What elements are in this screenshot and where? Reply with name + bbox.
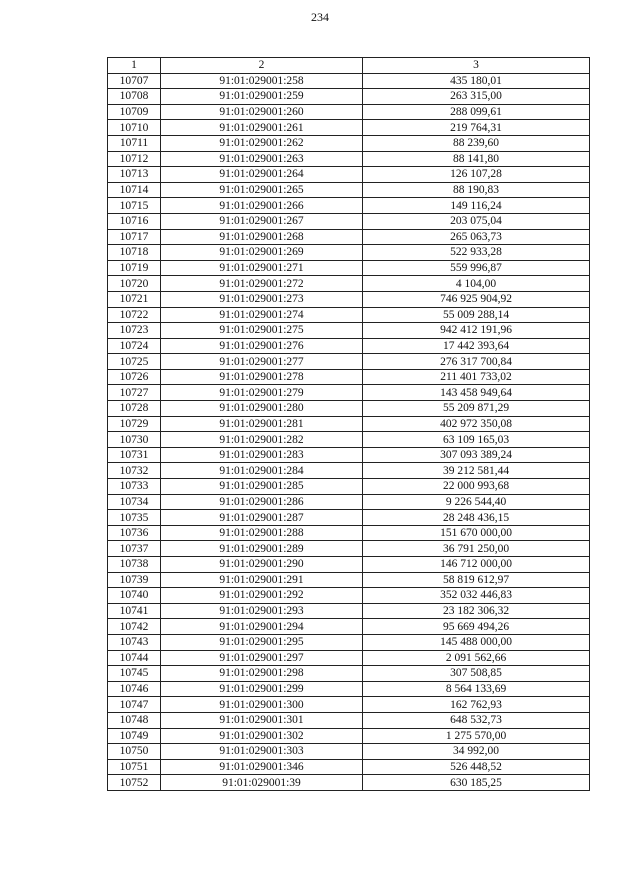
table-row <box>108 744 590 760</box>
table-row <box>108 369 590 385</box>
cadastral-number-cell: 91:01:029001:262 <box>161 135 363 151</box>
row-number-cell: 10731 <box>108 447 161 463</box>
table-row <box>108 603 590 619</box>
cadastral-number-cell: 91:01:029001:267 <box>161 213 363 229</box>
row-number-cell: 10717 <box>108 229 161 245</box>
row-number-cell: 10712 <box>108 151 161 167</box>
table-row <box>108 120 590 136</box>
cadastral-value-cell: 36 791 250,00 <box>363 541 590 557</box>
table-header <box>108 58 590 74</box>
row-number-cell: 10715 <box>108 198 161 214</box>
cadastral-value-cell: 28 248 436,15 <box>363 510 590 526</box>
row-number-cell: 10720 <box>108 276 161 292</box>
cadastral-value-cell: 8 564 133,69 <box>363 681 590 697</box>
cadastral-number-cell: 91:01:029001:298 <box>161 666 363 682</box>
cadastral-value-cell: 88 190,83 <box>363 182 590 198</box>
row-number-cell: 10730 <box>108 432 161 448</box>
cadastral-value-cell: 402 972 350,08 <box>363 416 590 432</box>
column-header-2: 2 <box>161 58 363 74</box>
cadastral-number-cell: 91:01:029001:258 <box>161 73 363 89</box>
cadastral-value-cell: 263 315,00 <box>363 89 590 105</box>
table-row <box>108 525 590 541</box>
cadastral-value-cell: 942 412 191,96 <box>363 323 590 339</box>
row-number-cell: 10714 <box>108 182 161 198</box>
header-row <box>108 58 590 74</box>
table-row <box>108 728 590 744</box>
cadastral-number-cell: 91:01:029001:273 <box>161 291 363 307</box>
table-row <box>108 354 590 370</box>
cadastral-number-cell: 91:01:029001:284 <box>161 463 363 479</box>
cadastral-value-table <box>107 57 590 791</box>
table-row <box>108 338 590 354</box>
cadastral-value-cell: 55 009 288,14 <box>363 307 590 323</box>
cadastral-value-cell: 352 032 446,83 <box>363 588 590 604</box>
cadastral-value-cell: 23 182 306,32 <box>363 603 590 619</box>
table-row <box>108 712 590 728</box>
cadastral-value-cell: 39 212 581,44 <box>363 463 590 479</box>
cadastral-value-cell: 265 063,73 <box>363 229 590 245</box>
row-number-cell: 10752 <box>108 775 161 791</box>
row-number-cell: 10724 <box>108 338 161 354</box>
table-row <box>108 681 590 697</box>
row-number-cell: 10735 <box>108 510 161 526</box>
cadastral-number-cell: 91:01:029001:294 <box>161 619 363 635</box>
row-number-cell: 10710 <box>108 120 161 136</box>
cadastral-number-cell: 91:01:029001:285 <box>161 479 363 495</box>
cadastral-value-cell: 2 091 562,66 <box>363 650 590 666</box>
cadastral-number-cell: 91:01:029001:277 <box>161 354 363 370</box>
cadastral-number-cell: 91:01:029001:290 <box>161 557 363 573</box>
cadastral-value-cell: 145 488 000,00 <box>363 634 590 650</box>
row-number-cell: 10741 <box>108 603 161 619</box>
cadastral-value-cell: 211 401 733,02 <box>363 369 590 385</box>
row-number-cell: 10719 <box>108 260 161 276</box>
page-number: 234 <box>311 10 329 24</box>
cadastral-number-cell: 91:01:029001:276 <box>161 338 363 354</box>
cadastral-number-cell: 91:01:029001:286 <box>161 494 363 510</box>
table-row <box>108 104 590 120</box>
cadastral-value-cell: 307 508,85 <box>363 666 590 682</box>
cadastral-value-cell: 88 141,80 <box>363 151 590 167</box>
cadastral-number-cell: 91:01:029001:269 <box>161 245 363 261</box>
cadastral-value-cell: 526 448,52 <box>363 759 590 775</box>
row-number-cell: 10728 <box>108 401 161 417</box>
cadastral-number-cell: 91:01:029001:295 <box>161 634 363 650</box>
row-number-cell: 10743 <box>108 634 161 650</box>
row-number-cell: 10733 <box>108 479 161 495</box>
cadastral-value-cell: 203 075,04 <box>363 213 590 229</box>
table-row <box>108 634 590 650</box>
table-row <box>108 385 590 401</box>
row-number-cell: 10721 <box>108 291 161 307</box>
row-number-cell: 10751 <box>108 759 161 775</box>
cadastral-number-cell: 91:01:029001:264 <box>161 167 363 183</box>
row-number-cell: 10726 <box>108 369 161 385</box>
table-row <box>108 307 590 323</box>
cadastral-value-cell: 307 093 389,24 <box>363 447 590 463</box>
row-number-cell: 10709 <box>108 104 161 120</box>
cadastral-value-cell: 288 099,61 <box>363 104 590 120</box>
table-row <box>108 167 590 183</box>
table-row <box>108 541 590 557</box>
cadastral-value-cell: 151 670 000,00 <box>363 525 590 541</box>
table-row <box>108 775 590 791</box>
cadastral-value-cell: 4 104,00 <box>363 276 590 292</box>
table-row <box>108 572 590 588</box>
table-row <box>108 650 590 666</box>
table-row <box>108 89 590 105</box>
cadastral-number-cell: 91:01:029001:292 <box>161 588 363 604</box>
row-number-cell: 10708 <box>108 89 161 105</box>
table-row <box>108 447 590 463</box>
cadastral-value-cell: 63 109 165,03 <box>363 432 590 448</box>
table-row <box>108 135 590 151</box>
table-row <box>108 510 590 526</box>
cadastral-value-cell: 88 239,60 <box>363 135 590 151</box>
cadastral-number-cell: 91:01:029001:303 <box>161 744 363 760</box>
row-number-cell: 10737 <box>108 541 161 557</box>
row-number-cell: 10727 <box>108 385 161 401</box>
table-row <box>108 229 590 245</box>
row-number-cell: 10713 <box>108 167 161 183</box>
column-header-3: 3 <box>363 58 590 74</box>
row-number-cell: 10739 <box>108 572 161 588</box>
cadastral-number-cell: 91:01:029001:301 <box>161 712 363 728</box>
cadastral-number-cell: 91:01:029001:271 <box>161 260 363 276</box>
cadastral-value-cell: 276 317 700,84 <box>363 354 590 370</box>
row-number-cell: 10750 <box>108 744 161 760</box>
table-row <box>108 557 590 573</box>
table-row <box>108 588 590 604</box>
row-number-cell: 10729 <box>108 416 161 432</box>
table-row <box>108 151 590 167</box>
cadastral-number-cell: 91:01:029001:266 <box>161 198 363 214</box>
cadastral-number-cell: 91:01:029001:260 <box>161 104 363 120</box>
cadastral-value-cell: 162 762,93 <box>363 697 590 713</box>
row-number-cell: 10711 <box>108 135 161 151</box>
cadastral-value-cell: 143 458 949,64 <box>363 385 590 401</box>
table-row <box>108 245 590 261</box>
cadastral-number-cell: 91:01:029001:265 <box>161 182 363 198</box>
cadastral-value-cell: 630 185,25 <box>363 775 590 791</box>
cadastral-number-cell: 91:01:029001:280 <box>161 401 363 417</box>
table-row <box>108 759 590 775</box>
cadastral-value-cell: 9 226 544,40 <box>363 494 590 510</box>
row-number-cell: 10736 <box>108 525 161 541</box>
cadastral-number-cell: 91:01:029001:272 <box>161 276 363 292</box>
cadastral-value-cell: 648 532,73 <box>363 712 590 728</box>
cadastral-number-cell: 91:01:029001:288 <box>161 525 363 541</box>
row-number-cell: 10707 <box>108 73 161 89</box>
row-number-cell: 10732 <box>108 463 161 479</box>
row-number-cell: 10718 <box>108 245 161 261</box>
table-row <box>108 463 590 479</box>
row-number-cell: 10749 <box>108 728 161 744</box>
row-number-cell: 10725 <box>108 354 161 370</box>
table-row <box>108 276 590 292</box>
cadastral-number-cell: 91:01:029001:282 <box>161 432 363 448</box>
cadastral-value-cell: 126 107,28 <box>363 167 590 183</box>
row-number-cell: 10746 <box>108 681 161 697</box>
row-number-cell: 10748 <box>108 712 161 728</box>
cadastral-number-cell: 91:01:029001:281 <box>161 416 363 432</box>
cadastral-value-cell: 1 275 570,00 <box>363 728 590 744</box>
table-row <box>108 666 590 682</box>
cadastral-number-cell: 91:01:029001:289 <box>161 541 363 557</box>
row-number-cell: 10722 <box>108 307 161 323</box>
cadastral-value-cell: 559 996,87 <box>363 260 590 276</box>
table-row <box>108 73 590 89</box>
table-row <box>108 260 590 276</box>
cadastral-value-cell: 55 209 871,29 <box>363 401 590 417</box>
cadastral-number-cell: 91:01:029001:261 <box>161 120 363 136</box>
row-number-cell: 10745 <box>108 666 161 682</box>
table-row <box>108 323 590 339</box>
cadastral-number-cell: 91:01:029001:291 <box>161 572 363 588</box>
table-row <box>108 198 590 214</box>
row-number-cell: 10740 <box>108 588 161 604</box>
cadastral-value-cell: 95 669 494,26 <box>363 619 590 635</box>
cadastral-number-cell: 91:01:029001:283 <box>161 447 363 463</box>
table-row <box>108 479 590 495</box>
cadastral-value-cell: 219 764,31 <box>363 120 590 136</box>
table-row <box>108 432 590 448</box>
cadastral-number-cell: 91:01:029001:293 <box>161 603 363 619</box>
table-row <box>108 182 590 198</box>
cadastral-number-cell: 91:01:029001:279 <box>161 385 363 401</box>
cadastral-value-cell: 22 000 993,68 <box>363 479 590 495</box>
cadastral-number-cell: 91:01:029001:268 <box>161 229 363 245</box>
table-row <box>108 291 590 307</box>
row-number-cell: 10744 <box>108 650 161 666</box>
row-number-cell: 10738 <box>108 557 161 573</box>
table-row <box>108 401 590 417</box>
cadastral-number-cell: 91:01:029001:259 <box>161 89 363 105</box>
cadastral-value-cell: 149 116,24 <box>363 198 590 214</box>
column-header-1: 1 <box>108 58 161 74</box>
cadastral-number-cell: 91:01:029001:278 <box>161 369 363 385</box>
cadastral-number-cell: 91:01:029001:346 <box>161 759 363 775</box>
cadastral-value-cell: 435 180,01 <box>363 73 590 89</box>
table-row <box>108 494 590 510</box>
table-row <box>108 619 590 635</box>
table-row <box>108 697 590 713</box>
cadastral-number-cell: 91:01:029001:274 <box>161 307 363 323</box>
row-number-cell: 10747 <box>108 697 161 713</box>
cadastral-value-cell: 34 992,00 <box>363 744 590 760</box>
cadastral-value-cell: 746 925 904,92 <box>363 291 590 307</box>
row-number-cell: 10742 <box>108 619 161 635</box>
row-number-cell: 10723 <box>108 323 161 339</box>
cadastral-value-cell: 522 933,28 <box>363 245 590 261</box>
cadastral-value-cell: 58 819 612,97 <box>363 572 590 588</box>
cadastral-value-cell: 146 712 000,00 <box>363 557 590 573</box>
table-row <box>108 416 590 432</box>
cadastral-number-cell: 91:01:029001:299 <box>161 681 363 697</box>
cadastral-number-cell: 91:01:029001:297 <box>161 650 363 666</box>
cadastral-number-cell: 91:01:029001:300 <box>161 697 363 713</box>
cadastral-number-cell: 91:01:029001:39 <box>161 775 363 791</box>
cadastral-number-cell: 91:01:029001:263 <box>161 151 363 167</box>
cadastral-value-cell: 17 442 393,64 <box>363 338 590 354</box>
table-row <box>108 213 590 229</box>
table-body <box>108 73 590 790</box>
row-number-cell: 10716 <box>108 213 161 229</box>
cadastral-number-cell: 91:01:029001:275 <box>161 323 363 339</box>
row-number-cell: 10734 <box>108 494 161 510</box>
cadastral-number-cell: 91:01:029001:302 <box>161 728 363 744</box>
cadastral-number-cell: 91:01:029001:287 <box>161 510 363 526</box>
